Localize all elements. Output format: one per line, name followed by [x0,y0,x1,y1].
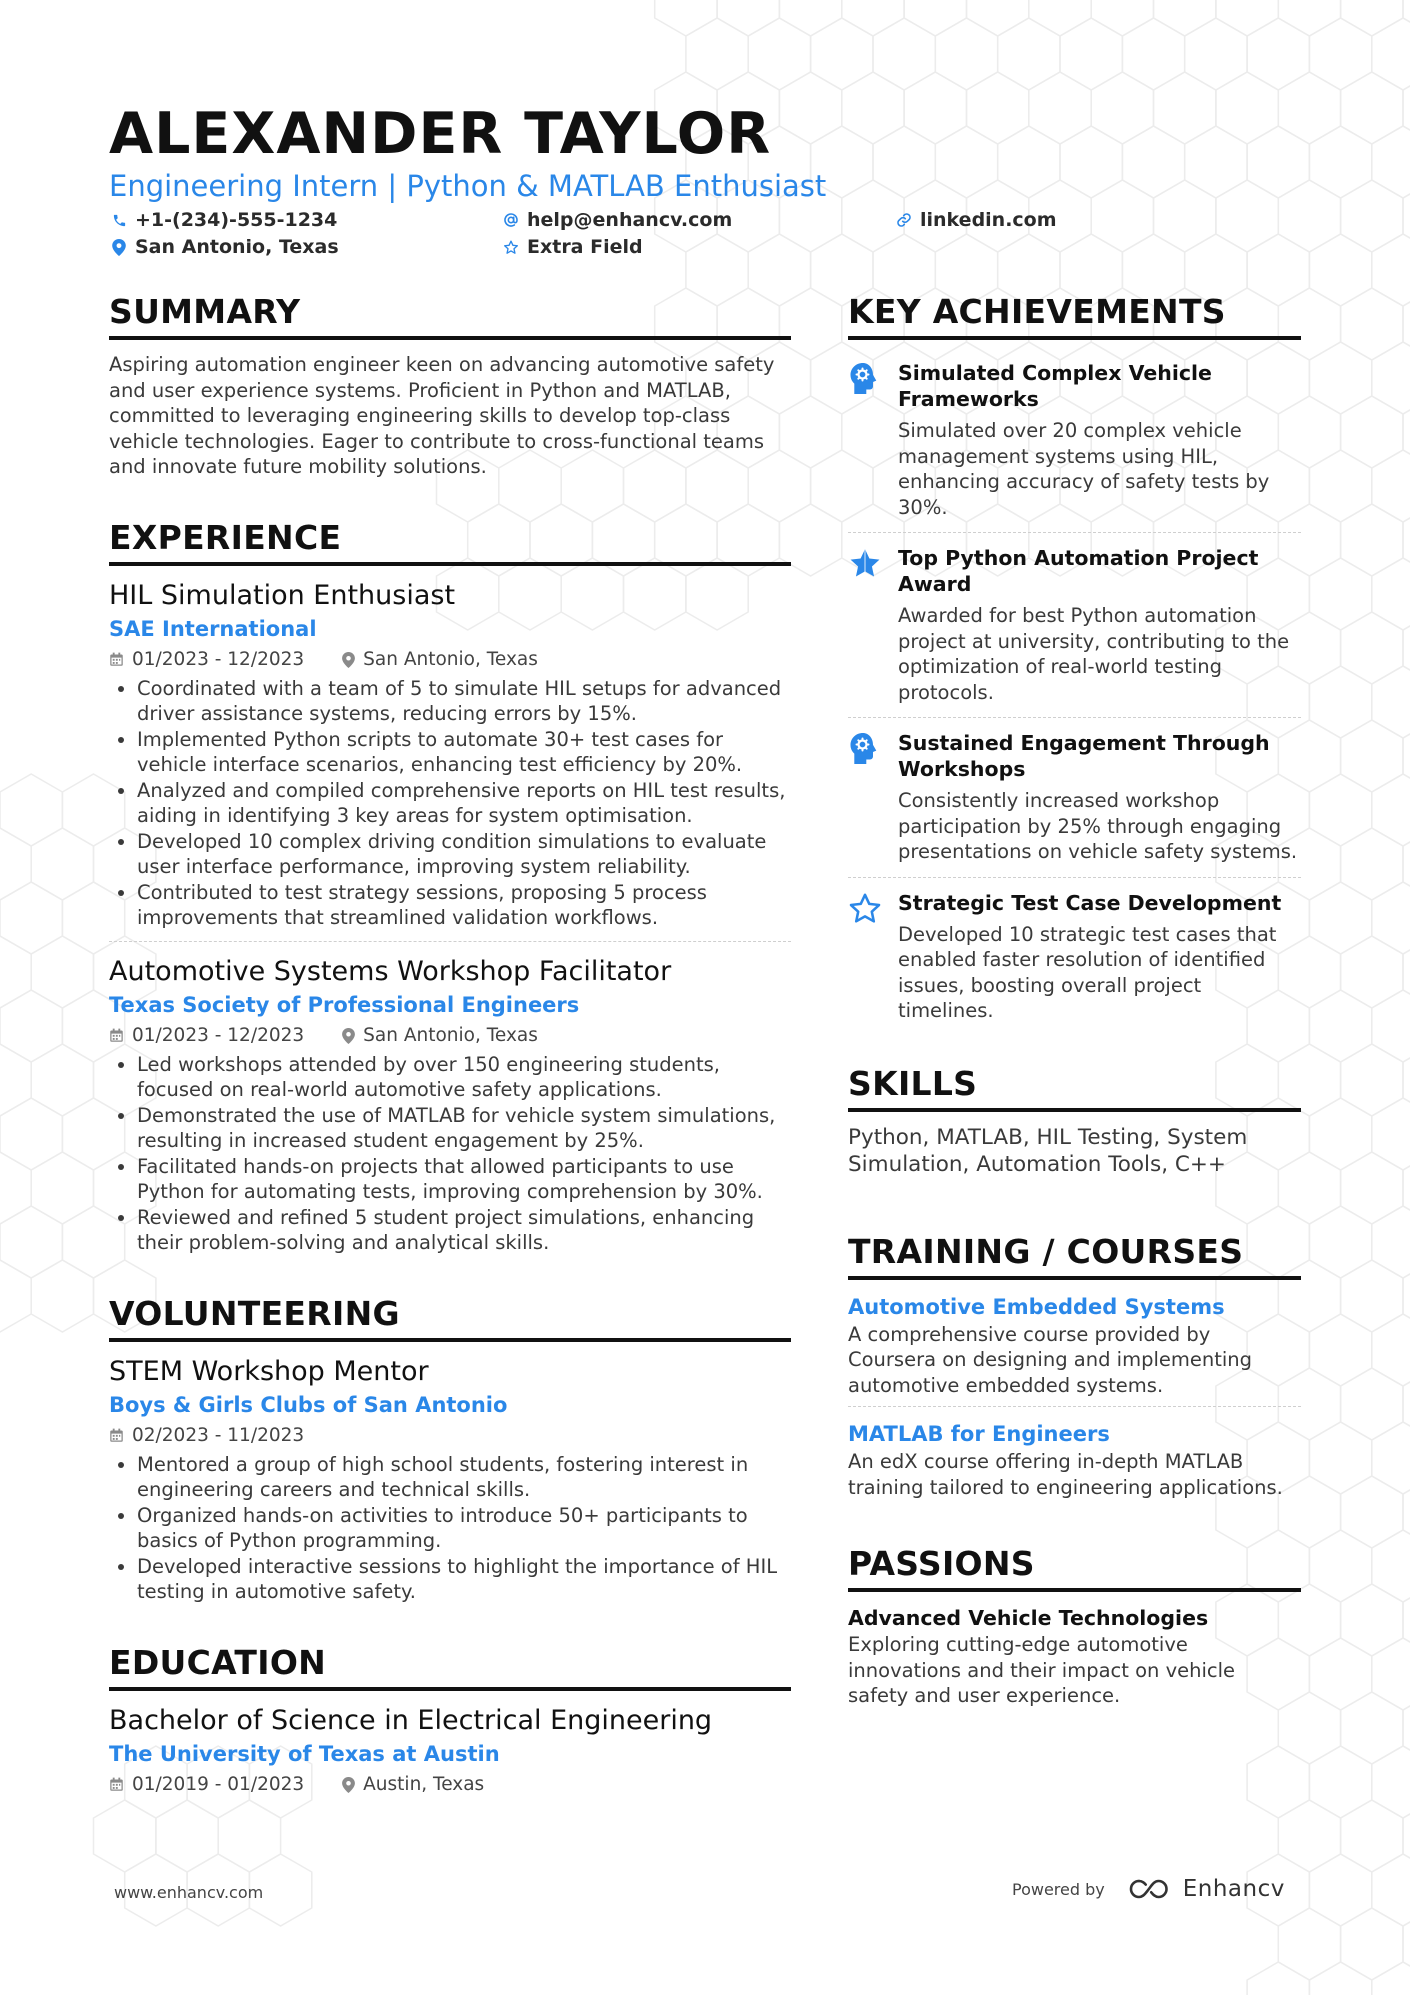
experience-section [109,516,791,1266]
course-description: An edX course offering in-depth MATLAB training tailored to engineering applications. [848,1450,1283,1499]
location-pin-icon [342,1777,355,1793]
bullet-list [109,1452,791,1605]
left-column [109,290,791,1809]
entry-meta [109,646,791,674]
company-name[interactable]: Texas Society of Professional Engineers [109,992,580,1017]
skills-section [848,1062,1301,1178]
experience-entry [109,941,791,1266]
volunteer-role: STEM Workshop Mentor [109,1355,429,1387]
link-icon [896,212,912,228]
achievement-title: Top Python Automation Project Award [898,546,1259,596]
bullet-item: • Developed interactive sessions to highlight the importance of HIL testing in automotive safety. [137,1554,791,1605]
location-pin-icon [342,652,355,668]
training-section [848,1230,1301,1501]
entry-location: San Antonio, Texas [363,648,538,670]
summary-section [109,290,791,480]
extra-field-text: Extra Field [527,236,643,258]
achievement-item [848,717,1301,877]
entry-location: Austin, Texas [363,1773,485,1795]
achievement-item [848,352,1301,532]
achievement-title: Strategic Test Case Development [898,890,1282,915]
passion-title: Advanced Vehicle Technologies [848,1606,1209,1630]
contact-linkedin[interactable] [896,207,1057,233]
candidate-headline: Engineering Intern | Python & MATLAB Enthusiast [109,169,827,203]
right-column [848,290,1301,1709]
calendar-icon [109,1777,124,1792]
job-title: Automotive Systems Workshop Facilitator [109,955,672,987]
volunteering-entry [109,1354,791,1615]
course-title[interactable]: Automotive Embedded Systems [848,1294,1225,1319]
volunteering-section [109,1292,791,1615]
contact-location [111,234,339,260]
calendar-icon [109,1428,124,1443]
achievements-heading: KEY ACHIEVEMENTS [848,290,1301,340]
at-icon [503,212,519,228]
contact-phone[interactable] [111,207,337,233]
candidate-name: ALEXANDER TAYLOR [109,101,772,167]
experience-heading: EXPERIENCE [109,516,791,566]
training-heading: TRAINING / COURSES [848,1230,1301,1280]
head-gear-icon [848,730,884,865]
volunteering-heading: VOLUNTEERING [109,1292,791,1342]
location-text: San Antonio, Texas [135,236,339,258]
organization-name[interactable]: Boys & Girls Clubs of San Antonio [109,1392,508,1417]
summary-heading: SUMMARY [109,290,791,340]
education-heading: EDUCATION [109,1641,791,1691]
passions-section [848,1542,1301,1709]
entry-meta [109,1422,791,1450]
achievement-title: Simulated Complex Vehicle Frameworks [898,361,1212,411]
experience-entry [109,578,791,941]
phone-text: +1-(234)-555-1234 [135,209,338,231]
powered-by-label: Powered by [1012,1879,1105,1899]
head-gear-icon [848,360,884,520]
achievements-section [848,290,1301,1036]
passions-heading: PASSIONS [848,1542,1301,1592]
course-item [848,1406,1301,1500]
company-name[interactable]: SAE International [109,616,317,641]
phone-icon [111,213,127,228]
job-title: HIL Simulation Enthusiast [109,579,456,611]
contact-email[interactable] [503,207,732,233]
bullet-item: • Contributed to test strategy sessions, proposing 5 process improvements that streamlined validation workflows. [137,880,791,931]
bullet-item: • Led workshops attended by over 150 engineering students, focused on real-world automotive safety applications. [137,1052,791,1103]
summary-text: Aspiring automation engineer keen on advancing automotive safety and user experience systems. Proficient in Python and MATLAB, committed to leveraging engineering skills to develop top-class vehicle technologies. Eager to contribute to cross-functional teams and innovate future mobility solutions. [109,353,775,478]
entry-meta [109,1022,791,1050]
calendar-icon [109,652,124,667]
star-outline-icon [503,239,519,256]
bullet-item: • Organized hands-on activities to introduce 50+ participants to basics of Python programming. [137,1503,791,1554]
infinity-logo-icon [1127,1877,1173,1901]
bullet-item: • Implemented Python scripts to automate 30+ test cases for vehicle interface scenarios, enhancing test efficiency by 20%. [137,727,791,778]
contact-extra [503,234,643,260]
bullet-item: • Developed 10 complex driving condition simulations to evaluate user interface performance, improving system reliability. [137,829,791,880]
course-description: A comprehensive course provided by Coursera on designing and implementing automotive embedded systems. [848,1322,1253,1397]
achievement-item [848,877,1301,1036]
achievement-description: Consistently increased workshop participation by 25% through engaging presentations on vehicle safety systems. [898,789,1298,863]
calendar-icon [109,1028,124,1043]
entry-meta [109,1771,791,1799]
school-name[interactable]: The University of Texas at Austin [109,1741,500,1766]
star-filled-icon [848,545,884,705]
linkedin-text: linkedin.com [920,209,1057,231]
enhancv-logo[interactable] [1127,1876,1285,1902]
achievement-title: Sustained Engagement Through Workshops [898,731,1270,781]
location-pin-icon [342,1028,355,1044]
achievement-description: Simulated over 20 complex vehicle management systems using HIL, enhancing accuracy of safety tests by 30%. [898,419,1270,519]
course-title[interactable]: MATLAB for Engineers [848,1422,1110,1446]
skills-text: Python, MATLAB, HIL Testing, System Simulation, Automation Tools, C++ [848,1124,1248,1177]
bullet-item: • Coordinated with a team of 5 to simulate HIL setups for advanced driver assistance systems, reducing errors by 15%. [137,676,791,727]
email-text: help@enhancv.com [527,209,733,231]
entry-dates: 02/2023 - 11/2023 [132,1424,305,1446]
entry-dates: 01/2019 - 01/2023 [132,1773,305,1795]
brand-name: Enhancv [1182,1876,1285,1902]
achievement-item [848,532,1301,717]
passion-description: Exploring cutting-edge automotive innovations and their impact on vehicle safety and user experience. [848,1633,1236,1707]
bullet-item: • Facilitated hands-on projects that allowed participants to use Python for automating tests, improving comprehension by 30%. [137,1154,791,1205]
footer-website[interactable]: www.enhancv.com [114,1883,264,1902]
skills-heading: SKILLS [848,1062,1301,1112]
location-pin-icon [111,239,127,256]
entry-location: San Antonio, Texas [363,1024,538,1046]
course-item [848,1292,1301,1399]
bullet-list [109,1052,791,1256]
achievement-description: Developed 10 strategic test cases that enabled faster resolution of identified issues, boosting overall project timelines. [898,922,1277,1022]
bullet-item: • Demonstrated the use of MATLAB for vehicle system simulations, resulting in increased student engagement by 25%. [137,1103,791,1154]
footer-branding [1012,1876,1285,1902]
entry-dates: 01/2023 - 12/2023 [132,1024,305,1046]
bullet-list [109,676,791,931]
education-entry [109,1703,791,1809]
star-outline-icon [848,890,884,1024]
education-section [109,1641,791,1809]
degree-title: Bachelor of Science in Electrical Engineering [109,1704,713,1736]
bullet-item: • Analyzed and compiled comprehensive reports on HIL test results, aiding in identifying 3 key areas for system optimisation. [137,778,791,829]
bullet-item: • Mentored a group of high school students, fostering interest in engineering careers and technical skills. [137,1452,791,1503]
achievement-description: Awarded for best Python automation project at university, contributing to the optimization of real-world testing protocols. [898,604,1290,704]
entry-dates: 01/2023 - 12/2023 [132,648,305,670]
bullet-item: • Reviewed and refined 5 student project simulations, enhancing their problem-solving and analytical skills. [137,1205,791,1256]
